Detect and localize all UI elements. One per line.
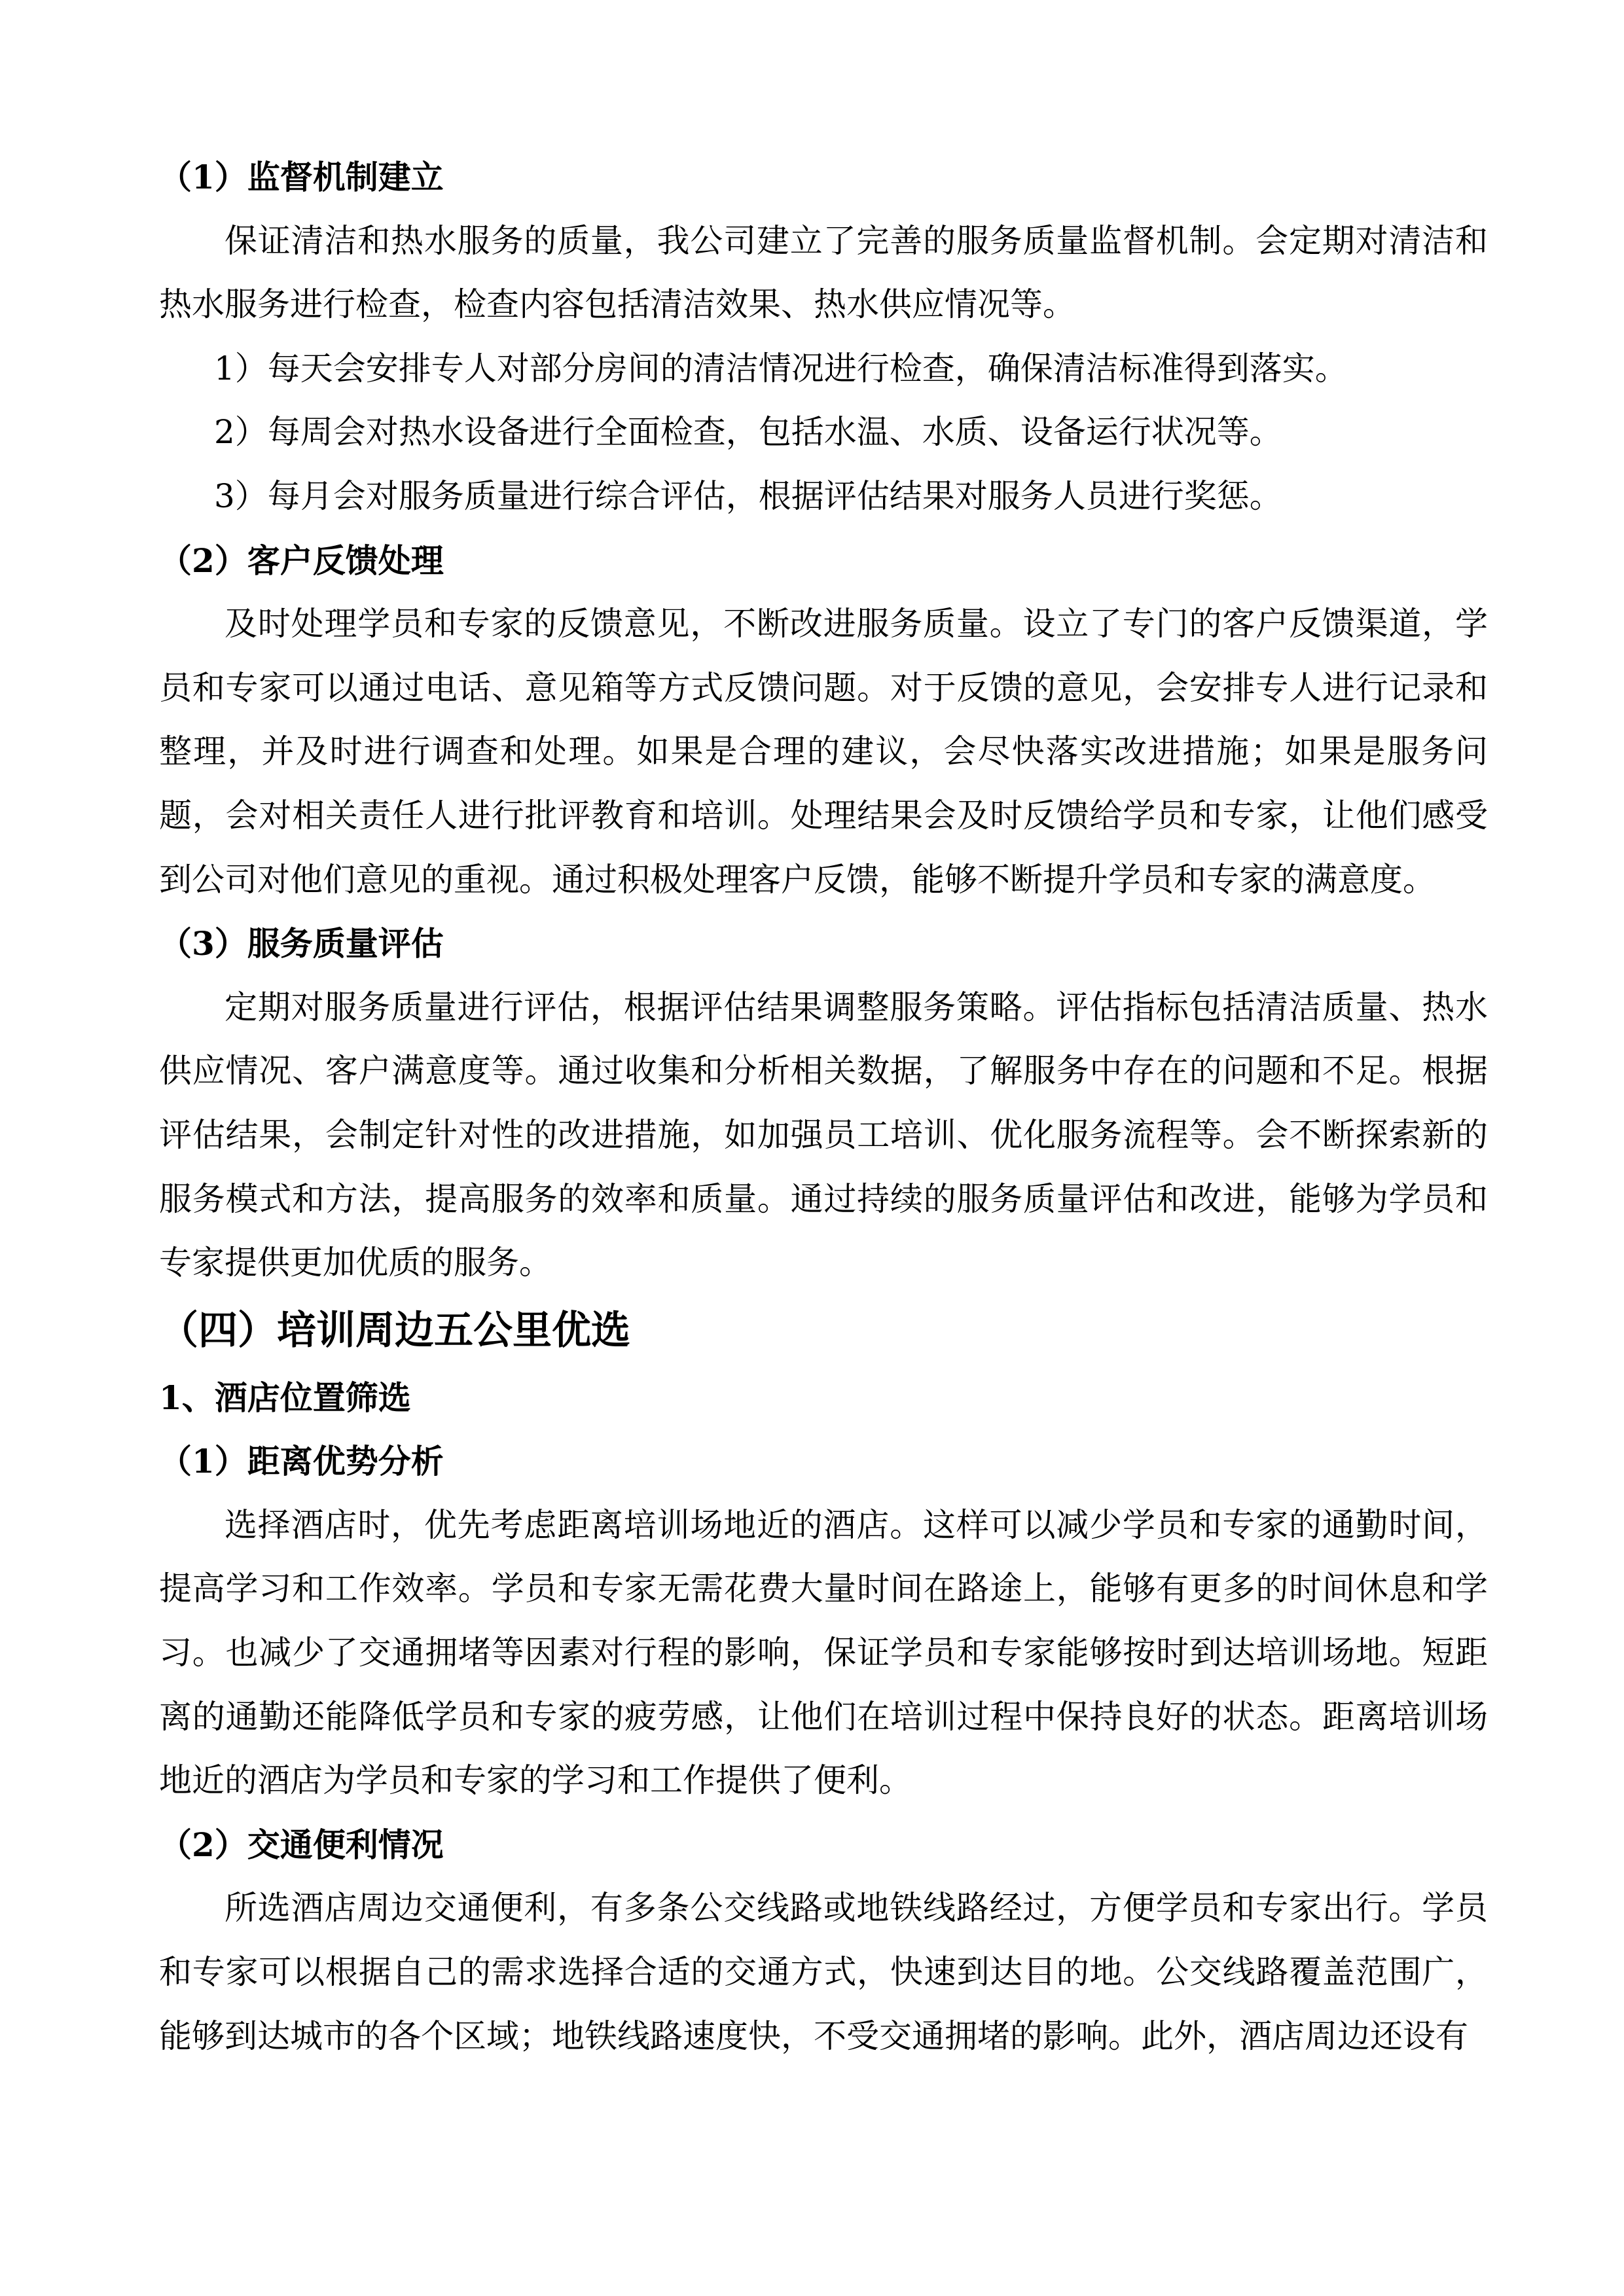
section-heading: 1、酒店位置筛选 (159, 1378, 411, 1417)
paragraph-line: 员和专家可以通过电话、意见箱等方式反馈问题。对于反馈的意见，会安排专人进行记录和 (159, 668, 1488, 707)
paragraph-line: 离的通勤还能降低学员和专家的疲劳感，让他们在培训过程中保持良好的状态。距离培训场 (159, 1697, 1488, 1736)
chapter-heading: （四）培训周边五公里优选 (159, 1307, 630, 1354)
paragraph-line: 评估结果，会制定针对性的改进措施，如加强员工培训、优化服务流程等。会不断探索新的 (159, 1115, 1488, 1154)
subsection-heading: （1）距离优势分析 (159, 1442, 444, 1481)
paragraph-line: 地近的酒店为学员和专家的学习和工作提供了便利。 (159, 1761, 912, 1800)
paragraph-line: 供应情况、客户满意度等。通过收集和分析相关数据，了解服务中存在的问题和不足。根据 (159, 1052, 1488, 1090)
subsection-heading: （2）客户反馈处理 (159, 541, 444, 580)
paragraph-line: 所选酒店周边交通便利，有多条公交线路或地铁线路经过，方便学员和专家出行。学员 (225, 1889, 1488, 1928)
subsection-heading: （3）服务质量评估 (159, 924, 444, 963)
paragraph-line: 和专家可以根据自己的需求选择合适的交通方式，快速到达目的地。公交线路覆盖范围广， (159, 1953, 1488, 1992)
paragraph-line: 保证清洁和热水服务的质量，我公司建立了完善的服务质量监督机制。会定期对清洁和 (225, 221, 1488, 260)
paragraph-line: 整理，并及时进行调查和处理。如果是合理的建议，会尽快落实改进措施；如果是服务问 (159, 732, 1488, 771)
subsection-heading: （1）监督机制建立 (159, 158, 444, 196)
paragraph-line: 定期对服务质量进行评估，根据评估结果调整服务策略。评估指标包括清洁质量、热水 (225, 988, 1488, 1026)
paragraph-line: 提高学习和工作效率。学员和专家无需花费大量时间在路途上，能够有更多的时间休息和学 (159, 1570, 1488, 1608)
paragraph-line: 选择酒店时，优先考虑距离培训场地近的酒店。这样可以减少学员和专家的通勤时间， (225, 1505, 1488, 1544)
list-item: 1）每天会安排专人对部分房间的清洁情况进行检查，确保清洁标准得到落实。 (214, 349, 1348, 387)
paragraph-line: 及时处理学员和专家的反馈意见，不断改进服务质量。设立了专门的客户反馈渠道，学 (225, 605, 1488, 643)
paragraph-line: 能够到达城市的各个区域；地铁线路速度快，不受交通拥堵的影响。此外，酒店周边还设有 (159, 2017, 1468, 2055)
paragraph-line: 题，会对相关责任人进行批评教育和培训。处理结果会及时反馈给学员和专家，让他们感受 (159, 796, 1488, 834)
list-item: 2）每周会对热水设备进行全面检查，包括水温、水质、设备运行状况等。 (214, 413, 1282, 452)
paragraph-line: 专家提供更加优质的服务。 (159, 1244, 552, 1282)
paragraph-line: 服务模式和方法，提高服务的效率和质量。通过持续的服务质量评估和改进，能够为学员和 (159, 1179, 1488, 1218)
paragraph-line: 热水服务进行检查，检查内容包括清洁效果、热水供应情况等。 (159, 285, 1075, 324)
paragraph-line: 到公司对他们意见的重视。通过积极处理客户反馈，能够不断提升学员和专家的满意度。 (159, 860, 1435, 899)
paragraph-line: 习。也减少了交通拥堵等因素对行程的影响，保证学员和专家能够按时到达培训场地。短距 (159, 1634, 1488, 1672)
list-item: 3）每月会对服务质量进行综合评估，根据评估结果对服务人员进行奖惩。 (214, 476, 1282, 515)
subsection-heading: （2）交通便利情况 (159, 1825, 444, 1864)
document-body (159, 145, 1488, 2068)
